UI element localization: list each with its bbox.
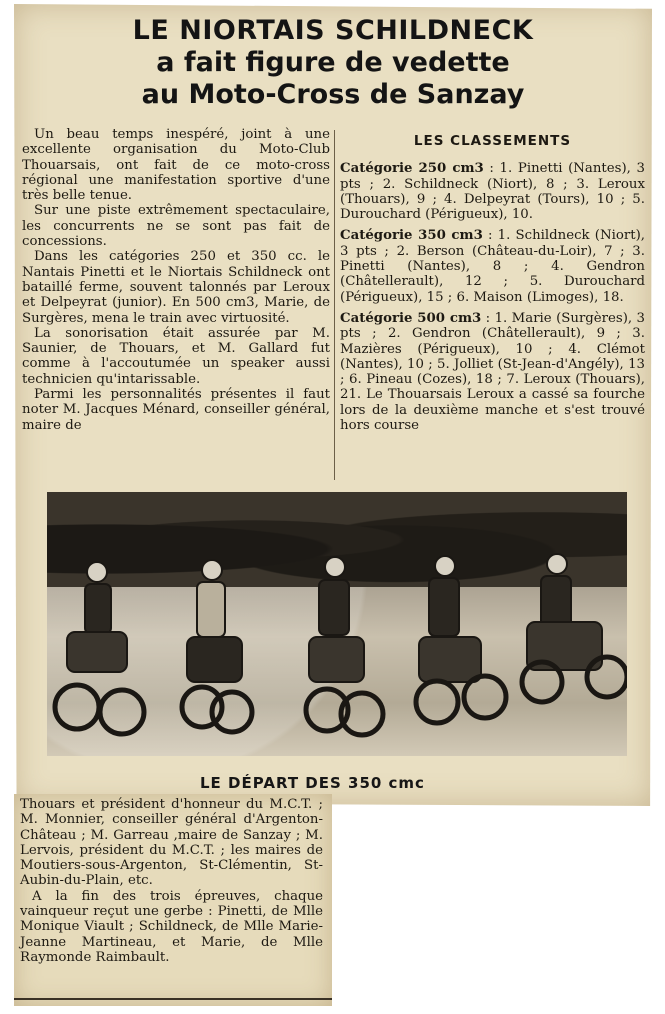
headline-line-1: LE NIORTAIS SCHILDNECK xyxy=(132,15,534,46)
column-divider xyxy=(334,130,335,480)
photo-caption: LE DÉPART DES 350 cmc xyxy=(200,774,425,792)
rider-figure xyxy=(416,556,506,723)
category-label: Catégorie 350 cm3 xyxy=(340,228,483,244)
category-250-results xyxy=(340,161,645,222)
rider-figure xyxy=(182,560,252,732)
classements-title: LES CLASSEMENTS xyxy=(413,133,572,149)
article-paragraph: Thouars et président d'honneur du M.C.T. ; M. Monnier, conseiller général d'Argenton-Château ; M. Garreau ,maire de Sanzay ; M. Lervois, président du M.C.T. ; les maires de Moutiers-sous-Argenton, St-Clémentin, St-Aubin-du-Plain, etc. xyxy=(20,797,323,889)
category-label: Catégorie 250 cm3 xyxy=(340,161,484,177)
headline-line-2: a fait figure de vedette xyxy=(156,47,510,78)
rider-figure xyxy=(522,554,627,702)
riders-illustration xyxy=(47,492,627,756)
race-start-photo xyxy=(47,492,627,756)
article-paragraph: Dans les catégories 250 et 350 cc. le Nantais Pinetti et le Niortais Schildneck ont bataillé ferme, souvent talonnés par Leroux et Delpeyrat (junior). En 500 cm3, Marie, de Surgères, mena le train avec virtuosité. xyxy=(22,249,330,326)
rider-figure xyxy=(306,557,383,735)
category-results: : 1. Marie (Surgères), 3 pts ; 2. Gendron (Châtellerault), 9 ; 3. Mazières (Périgueux), 10 ; 4. Clémot (Nantes), 10 ; 5. Jolliet (St-Jean-d'Angély), 13 ; 6. Pineau (Cozes), 18 ; 7. Leroux (Thouars), 21. Le Thouarsais Leroux a cassé sa fourche lors de la deuxième manche et s'est trouvé hors course xyxy=(340,310,646,434)
headline-line-3: au Moto-Cross de Sanzay xyxy=(141,79,525,110)
category-label: Catégorie 500 cm3 xyxy=(340,310,482,326)
article-continuation xyxy=(20,797,323,965)
classements-column xyxy=(340,134,645,439)
category-500-results xyxy=(340,311,645,433)
bottom-rule xyxy=(14,998,332,1000)
category-results: : 1. Schildneck (Niort), 3 pts ; 2. Berson (Château-du-Loir), 7 ; 3. Pinetti (Nantes), 8 ; 4. Gendron (Châtellerault), 12 ; 5. Durouchard (Périgueux), 15 ; 6. Maison (Limoges), 18. xyxy=(340,228,645,305)
article-paragraph: Parmi les personnalités présentes il faut noter M. Jacques Ménard, conseiller général, maire de xyxy=(22,387,330,433)
headline xyxy=(14,14,652,112)
article-paragraph: Un beau temps inespéré, joint à une excellente organisation du Moto-Club Thouarsais, ont fait de ce moto-cross régional une manifestation sportive d'une très belle tenue. xyxy=(22,127,330,204)
rider-figure xyxy=(55,562,144,734)
article-left-column xyxy=(22,127,330,433)
article-paragraph: A la fin des trois épreuves, chaque vainqueur reçut une gerbe : Pinetti, de Mlle Monique Viault ; Schildneck, de Mlle Marie-Jeanne Martineau, et Marie, de Mlle Raymonde Raimbault. xyxy=(20,888,323,965)
category-350-results xyxy=(340,228,645,304)
article-paragraph: La sonorisation était assurée par M. Saunier, de Thouars, et M. Gallard fut comme à l'accoutumée un speaker aussi technicien qu'intarissable. xyxy=(22,325,330,387)
article-paragraph: Sur une piste extrêmement spectaculaire, les concurrents ne se sont pas fait de concessions. xyxy=(22,203,330,250)
category-results: : 1. Pinetti (Nantes), 3 pts ; 2. Schildneck (Niort), 8 ; 3. Leroux (Thouars), 9 ; 4. Delpeyrat (Tours), 10 ; 5. Durouchard (Périgueux), 10. xyxy=(340,161,645,223)
